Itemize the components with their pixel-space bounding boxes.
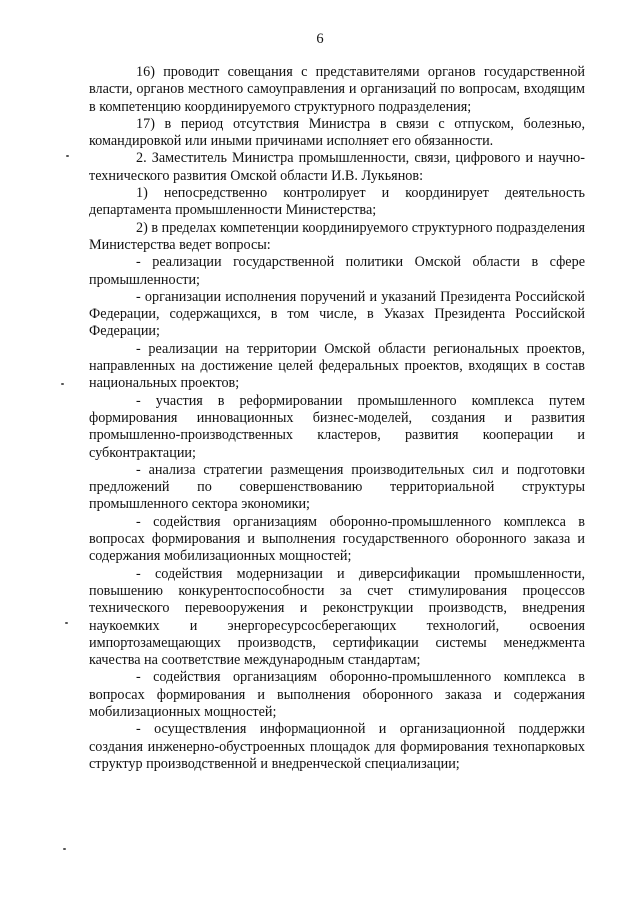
scan-speck xyxy=(65,622,68,624)
paragraph-subitem-2: 2) в пределах компетенции координируемого структурного подразделения Министерства ведет вопросы: xyxy=(89,219,585,253)
list-item-defense-assistance: - содействия организациям оборонно-промышленного комплекса в вопросах формирования и выполнения государственного оборонного заказа и содержания мобилизационных мощностей; xyxy=(89,513,585,565)
list-item-strategy-analysis: - анализа стратегии размещения производительных сил и подготовки предложений по совершенствованию территориальной структуры промышленного сектора экономики; xyxy=(89,461,585,513)
list-item-industrial-reform: - участия в реформировании промышленного комплекса путем формирования инновационных бизнес-моделей, создания и развития промышленно-производственных кластеров, развития кооперации и субконтрактации; xyxy=(89,392,585,461)
scan-speck xyxy=(61,383,64,385)
paragraph-deputy-minister: 2. Заместитель Министра промышленности, связи, цифрового и научно-технического развития Омской области И.В. Лукьянов: xyxy=(89,150,585,184)
list-item-defense-order: - содействия организациям оборонно-промышленного комплекса в вопросах формирования и выполнения оборонного заказа и содержания мобилизационных мощностей; xyxy=(89,669,585,720)
scan-speck xyxy=(66,155,69,157)
list-item-president-orders: - организации исполнения поручений и указаний Президента Российской Федерации, содержащихся, в том числе, в Указах Президента Российской Федерации; xyxy=(89,288,585,340)
paragraph-subitem-1: 1) непосредственно контролирует и координирует деятельность департамента промышленности Министерства; xyxy=(89,185,585,219)
list-item-state-policy: - реализации государственной политики Омской области в сфере промышленности; xyxy=(89,254,585,288)
paragraph-item-16: 16) проводит совещания с представителями органов государственной власти, органов местного самоуправления и организаций по вопросам, входящим в компетенцию координируемого структурного подразделения; xyxy=(89,64,585,115)
list-item-modernization: - содействия модернизации и диверсификации промышленности, повышению конкурентоспособности за счет стимулирования процессов технического перевооружения и реконструкции производств, внедрения наукоемких и энергоресурсосберегающих технологий, освоения импортозамещающих производств, сертификации системы менеджмента качества на соответствие международным стандартам; xyxy=(89,565,585,669)
page-number: 6 xyxy=(316,31,324,47)
list-item-regional-projects: - реализации на территории Омской области региональных проектов, направленных на достижение целей федеральных проектов, входящих в состав национальных проектов; xyxy=(89,340,585,392)
scan-speck xyxy=(63,848,66,850)
document-body xyxy=(89,64,585,773)
paragraph-item-17: 17) в период отсутствия Министра в связи с отпуском, болезнью, командировкой или иными причинами исполняет его обязанности. xyxy=(89,115,585,150)
list-item-technopark-support: - осуществления информационной и организационной поддержки создания инженерно-обустроенных площадок для формирования технопарковых структур производственной и внедренческой специализации; xyxy=(89,721,585,772)
